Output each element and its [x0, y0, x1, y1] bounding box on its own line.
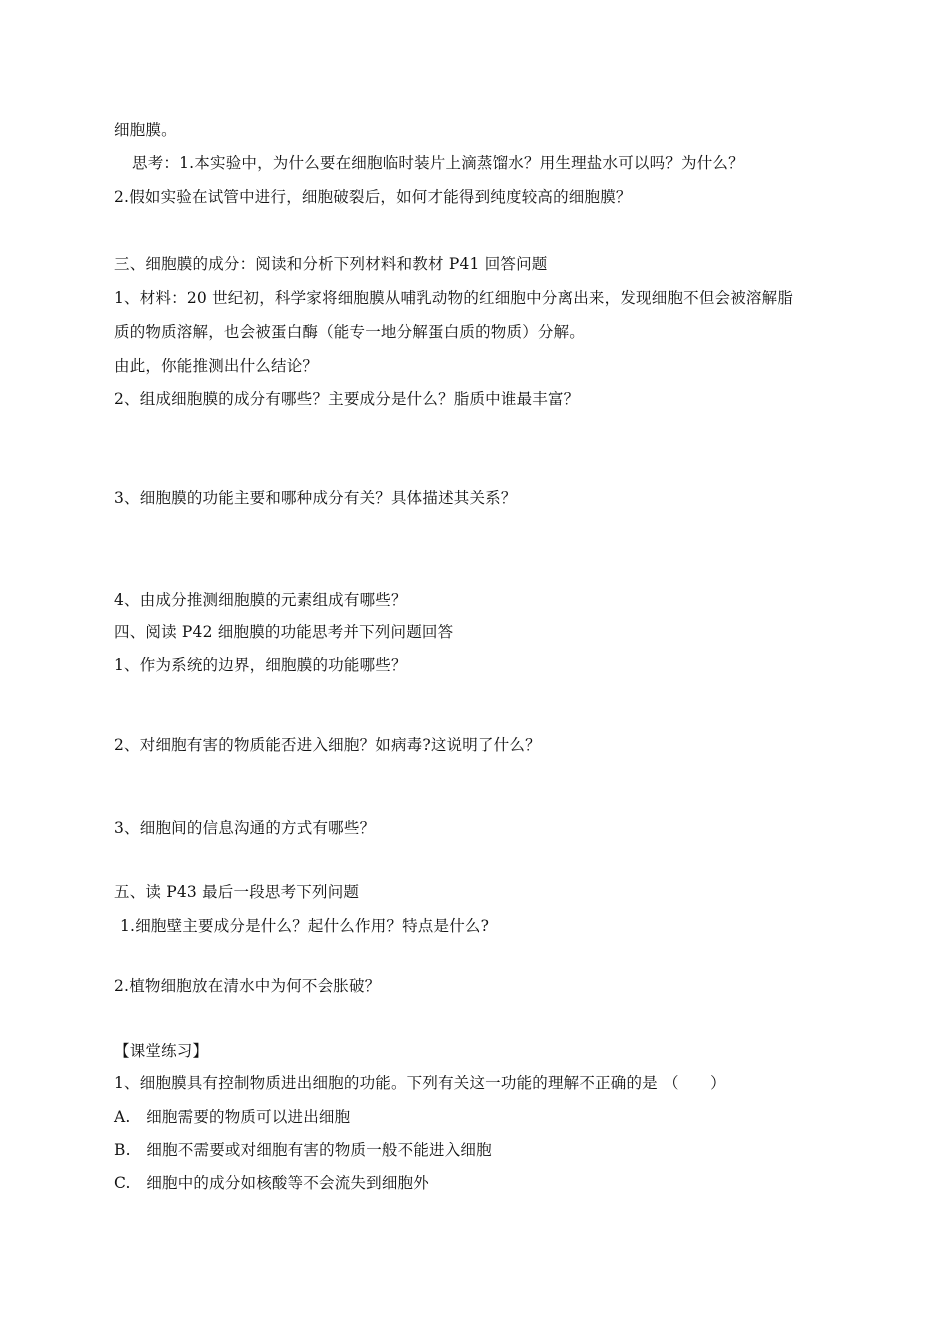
section-heading: 三、细胞膜的成分：阅读和分析下列材料和教材 P41 回答问题 [114, 255, 548, 273]
question-line: 由此，你能推测出什么结论？ [114, 357, 319, 375]
question-line: 2、对细胞有害的物质能否进入细胞？如病毒?这说明了什么？ [114, 736, 541, 754]
question-line: 3、细胞膜的功能主要和哪种成分有关？具体描述其关系？ [114, 489, 517, 507]
question-line: 1、作为系统的边界，细胞膜的功能哪些？ [114, 656, 407, 674]
section-heading: 【课堂练习】 [114, 1042, 209, 1060]
question-line: 2、组成细胞膜的成分有哪些？主要成分是什么？脂质中谁最丰富？ [114, 390, 580, 408]
text-line: 细胞膜。 [114, 121, 177, 139]
section-heading: 五、读 P43 最后一段思考下列问题 [114, 883, 360, 901]
question-line: 思考：1.本实验中，为什么要在细胞临时装片上滴蒸馏水？用生理盐水可以吗？为什么？ [132, 154, 744, 172]
text-line: 1、材料：20 世纪初，科学家将细胞膜从哺乳动物的红细胞中分离出来，发现细胞不但会被溶解脂 [114, 289, 794, 307]
option-a: A. 细胞需要的物质可以进出细胞 [114, 1108, 351, 1126]
question-line: 4、由成分推测细胞膜的元素组成有哪些？ [114, 591, 407, 609]
option-c: C. 细胞中的成分如核酸等不会流失到细胞外 [114, 1174, 429, 1192]
question-line: 2.假如实验在试管中进行，细胞破裂后，如何才能得到纯度较高的细胞膜？ [114, 188, 632, 206]
question-line: 2.植物细胞放在清水中为何不会胀破？ [114, 977, 381, 995]
option-b: B. 细胞不需要或对细胞有害的物质一般不能进入细胞 [114, 1141, 492, 1159]
text-line: 质的物质溶解，也会被蛋白酶（能专一地分解蛋白质的物质）分解。 [114, 323, 586, 341]
question-line: 3、细胞间的信息沟通的方式有哪些？ [114, 819, 376, 837]
exercise-question: 1、细胞膜具有控制物质进出细胞的功能。下列有关这一功能的理解不正确的是 （ ） [114, 1074, 726, 1092]
section-heading: 四、阅读 P42 细胞膜的功能思考并下列问题回答 [114, 623, 454, 641]
question-line: 1.细胞壁主要成分是什么？起什么作用？特点是什么? [120, 917, 490, 935]
